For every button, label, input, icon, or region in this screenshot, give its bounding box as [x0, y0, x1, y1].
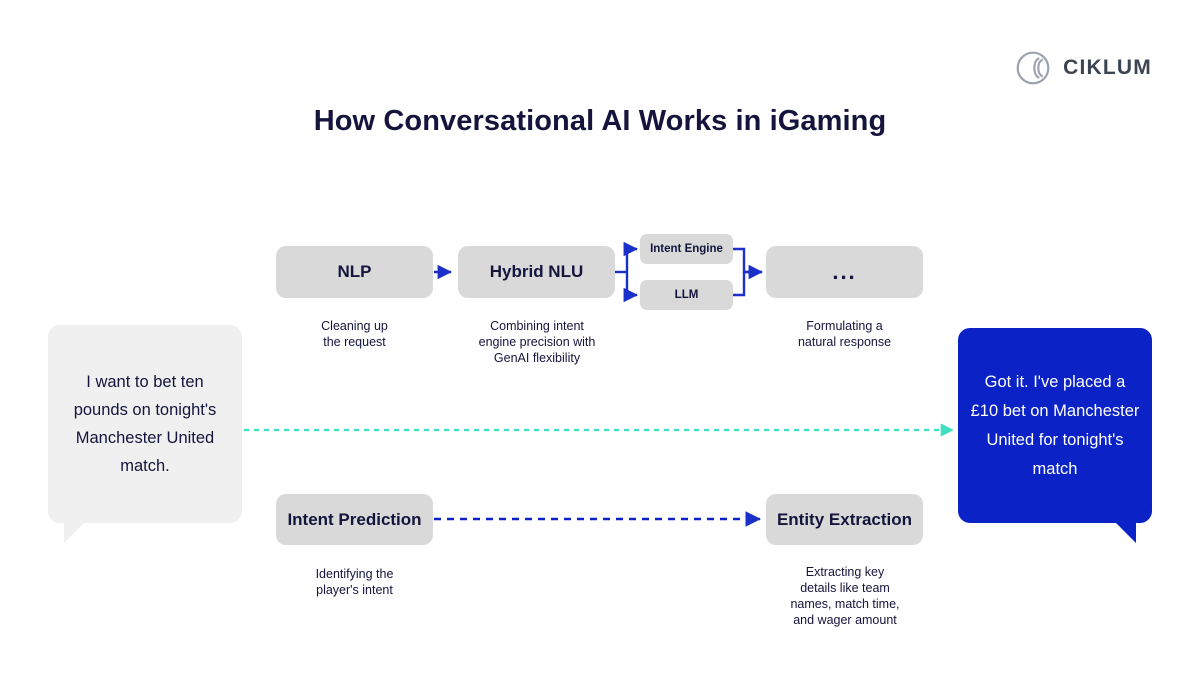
node-llm-label: LLM [674, 289, 699, 301]
brand-logo-text: CIKLUM [1063, 56, 1152, 79]
node-entity-extraction-label: Entity Extraction [776, 509, 913, 529]
node-response[interactable] [766, 246, 923, 298]
node-hybrid-nlu[interactable] [458, 246, 615, 298]
node-llm[interactable] [640, 280, 733, 310]
user-message-bubble [48, 325, 242, 523]
user-bubble-tail-icon [64, 521, 86, 543]
ciklum-c-mark-icon [1015, 50, 1051, 86]
page-title: How Conversational AI Works in iGaming [313, 105, 887, 137]
caption-intent-prediction: Identifying the player's intent [315, 567, 394, 597]
caption-response: Formulating a natural response [797, 319, 892, 349]
node-nlp-label: NLP [337, 262, 372, 281]
node-intent-engine[interactable] [640, 234, 733, 264]
node-entity-extraction[interactable] [766, 494, 923, 545]
bot-message-bubble [958, 328, 1152, 523]
caption-nlp: Cleaning up the request [321, 319, 388, 349]
node-intent-prediction[interactable] [276, 494, 433, 545]
bot-message-text: Got it. I've placed a £10 bet on Manchester United for tonight's match [970, 372, 1140, 478]
brand-logo [1015, 50, 1152, 86]
bot-bubble-tail-icon [1114, 521, 1136, 543]
user-message-text: I want to bet ten pounds on tonight's Manchester United match. [73, 373, 217, 475]
node-intent-engine-label: Intent Engine [650, 243, 723, 255]
node-intent-prediction-label: Intent Prediction [287, 509, 422, 529]
node-hybrid-nlu-label: Hybrid NLU [489, 262, 584, 281]
node-nlp[interactable] [276, 246, 433, 298]
caption-hybrid-nlu: Combining intent engine precision with GenAI flexibility [478, 319, 596, 365]
caption-entity-extraction: Extracting key details like team names, match time, and wager amount [790, 565, 900, 627]
node-response-label: ... [832, 259, 857, 284]
